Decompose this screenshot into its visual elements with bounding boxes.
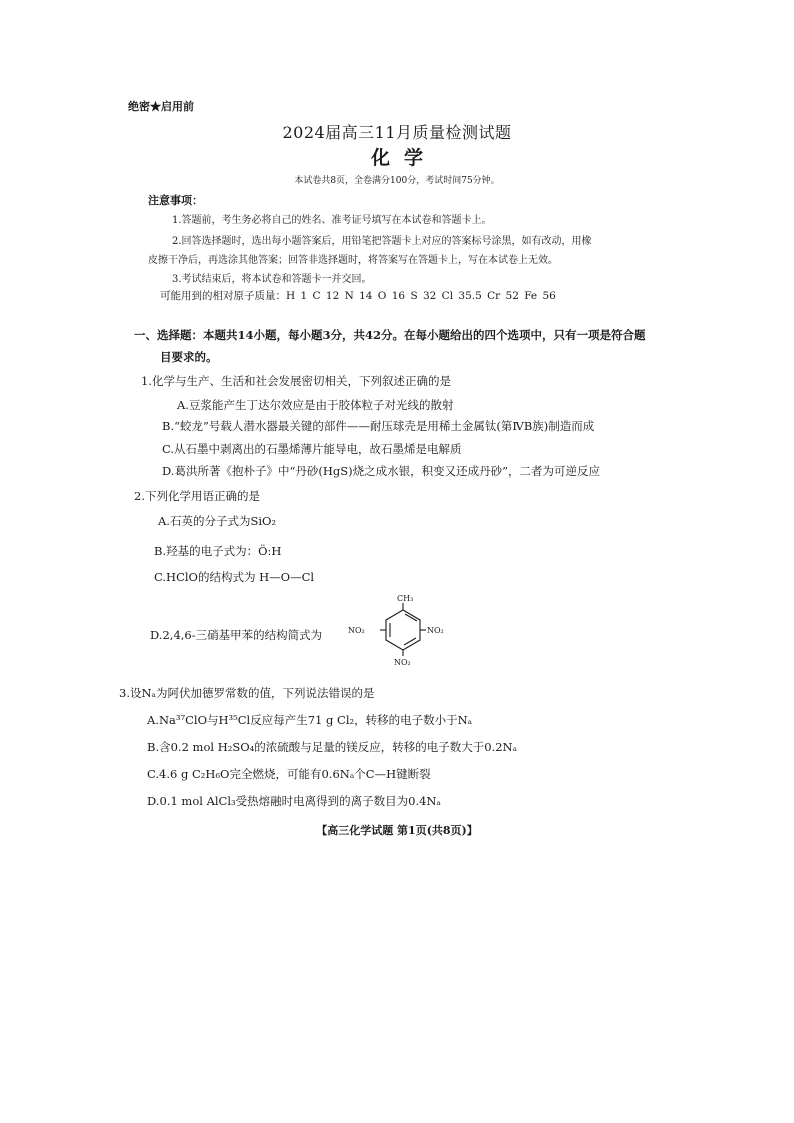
hydroxyl-electron-formula: Ö:H [258, 544, 282, 558]
note-item: 皮擦干净后，再选涂其他答案；回答非选择题时，将答案写在答题卡上，写在本试卷上无效。 [148, 255, 558, 266]
question-3-option-b: B.含0.2 mol H₂SO₄的浓硫酸与足量的镁反应，转移的电子数大于0.2Nₐ [147, 740, 518, 754]
subject-title: 化学 [370, 147, 437, 169]
question-2-option-a: A.石英的分子式为SiO₂ [158, 514, 277, 528]
question-1-option-b: B.“蛟龙”号载人潜水器最关键的部件——耐压球壳是用稀土金属钛(第ⅣB族)制造而成 [162, 419, 595, 433]
benzene-ring [380, 603, 426, 656]
question-3-stem: 3.设Nₐ为阿伏加德罗常数的值，下列说法错误的是 [119, 686, 375, 700]
question-1-option-d: D.葛洪所著《抱朴子》中“丹砂(HgS)烧之成水银，积变又还成丹砂”，二者为可逆反应 [162, 464, 600, 478]
note-item: 3.考试结束后，将本试卷和答题卡一并交回。 [172, 274, 372, 285]
exam-title: 2024届高三11月质量检测试题 [282, 123, 512, 142]
question-2-stem: 2.下列化学用语正确的是 [134, 489, 260, 503]
question-3-option-c: C.4.6 g C₂H₆O完全燃烧，可能有0.6Nₐ个C—H键断裂 [147, 767, 431, 781]
section-heading: 一、选择题：本题共14小题，每小题3分，共42分。在每小题给出的四个选项中，只有一项是符合题 [134, 328, 646, 342]
question-3-option-d: D.0.1 mol AlCl₃受热熔融时电离得到的离子数目为0.4Nₐ [147, 794, 441, 808]
question-1-stem: 1.化学与生产、生活和社会发展密切相关，下列叙述正确的是 [141, 374, 451, 388]
page-footer: 【高三化学试题 第1页(共8页)】 [316, 824, 478, 837]
nitro-right-label: NO₂ [427, 626, 444, 635]
confidential-label: 绝密★启用前 [128, 100, 194, 113]
section-heading-cont: 目要求的。 [160, 350, 218, 364]
question-1-option-c: C.从石墨中剥离出的石墨烯薄片能导电，故石墨烯是电解质 [162, 442, 462, 456]
nitro-left-label: NO₂ [348, 626, 365, 635]
atomic-masses: 可能用到的相对原子质量：H 1 C 12 N 14 O 16 S 32 Cl 35.5 Cr 52 Fe 56 [160, 290, 556, 302]
note-item: 2.回答选择题时，选出每小题答案后，用铅笔把答题卡上对应的答案标号涂黑，如有改动，用橡 [172, 236, 592, 247]
exam-meta: 本试卷共8页，全卷满分100分，考试时间75分钟。 [294, 176, 500, 186]
notes-heading: 注意事项： [148, 194, 203, 207]
question-2-option-b: B.羟基的电子式为：Ö:H [154, 544, 282, 558]
note-item: 1.答题前，考生务必将自己的姓名、准考证号填写在本试卷和答题卡上。 [172, 215, 492, 226]
methyl-label: CH₃ [397, 594, 414, 603]
tnt-structure-diagram [348, 590, 458, 670]
question-2-option-c: C.HClO的结构式为 H—O—Cl [154, 570, 315, 584]
question-2-option-d: D.2,4,6-三硝基甲苯的结构简式为 [150, 628, 323, 642]
question-3-option-a: A.Na³⁷ClO与H³⁵Cl反应每产生71 g Cl₂，转移的电子数小于Nₐ [147, 713, 473, 727]
nitro-bottom-label: NO₂ [394, 658, 411, 667]
question-1-option-a: A.豆浆能产生丁达尔效应是由于胶体粒子对光线的散射 [177, 398, 454, 412]
